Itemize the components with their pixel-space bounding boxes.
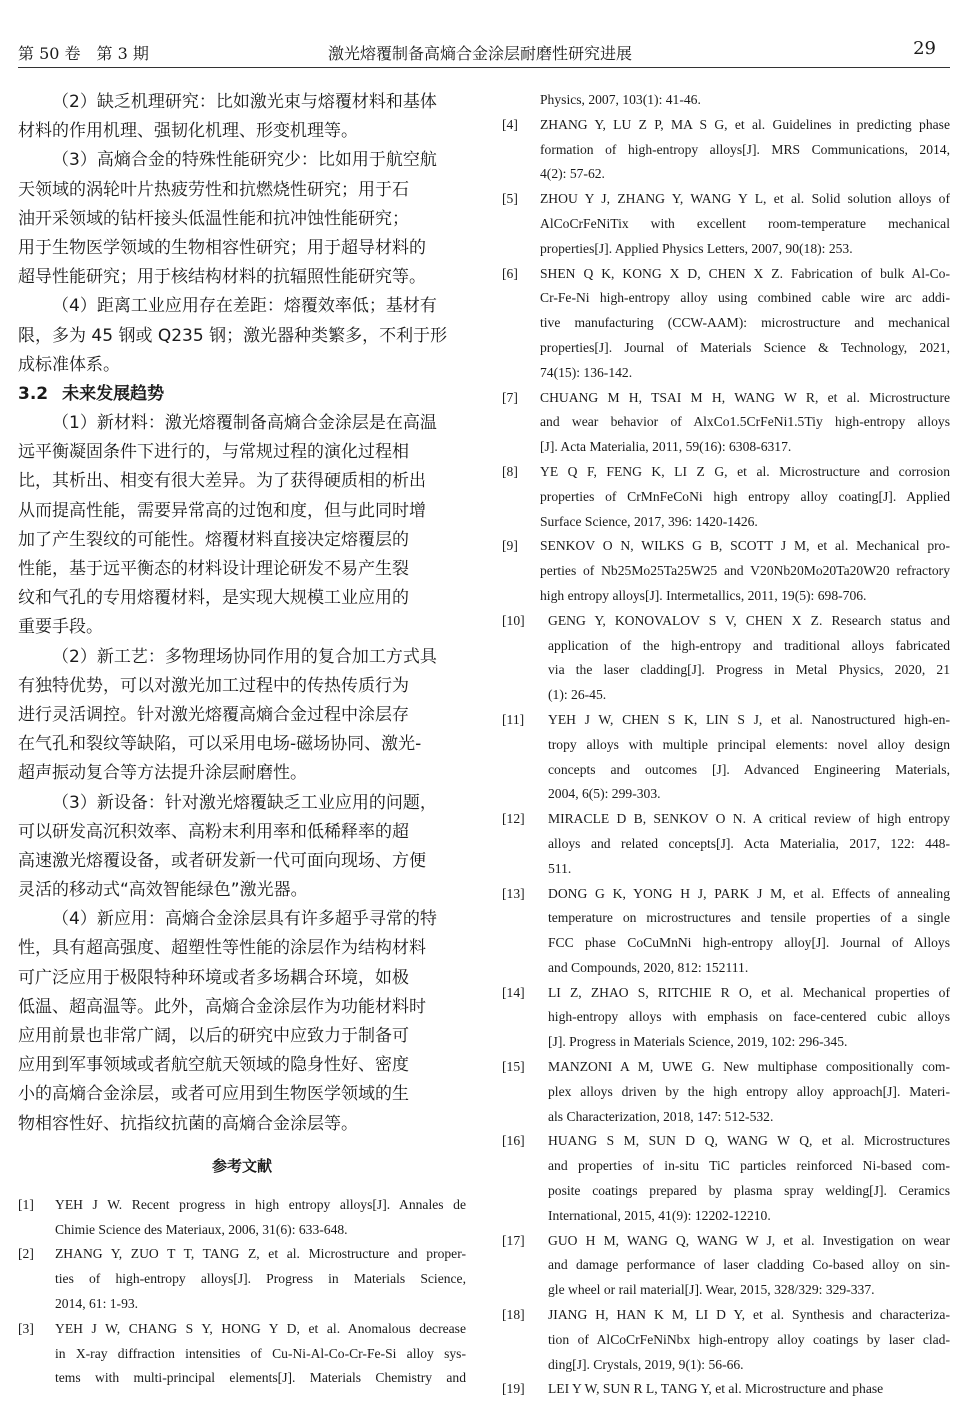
reference-line: [J]. Progress in Materials Science, 2019, 102: 296-345. — [548, 1034, 848, 1050]
reference-text — [540, 534, 950, 608]
paragraph-line: 超声振动复合等方法提升涂层耐磨性。 — [18, 763, 307, 784]
paragraph-line: 小的高熵合金涂层，或者可应用到生物医学领域的生 — [18, 1084, 409, 1105]
reference-line: YEH J W. Recent progress in high entropy alloys[J]. Annales de — [55, 1196, 466, 1212]
reference-entry — [18, 1193, 466, 1243]
paragraph-4 — [18, 292, 466, 380]
reference-number: [6] — [502, 265, 518, 281]
reference-number: [19] — [502, 1381, 525, 1397]
left-column — [18, 88, 466, 1391]
section-title: 未来发展趋势 — [62, 383, 165, 404]
paragraph-line: 重要手段。 — [18, 617, 103, 638]
paragraph-line: （2）缺乏机理研究：比如激光束与熔覆材料和基体 — [52, 92, 437, 112]
reference-line: concepts and outcomes [J]. Advanced Engineering Materials, — [548, 761, 950, 777]
reference-line: International, 2015, 41(9): 12202-12210. — [548, 1207, 771, 1223]
reference-text — [540, 460, 950, 534]
reference-line: tropy alloys with multiple principal elements: novel alloy design — [548, 736, 950, 752]
reference-text — [548, 1129, 950, 1228]
reference-line: [J]. Acta Materialia, 2011, 59(16): 6308-6317. — [540, 439, 792, 455]
reference-text — [548, 882, 950, 981]
paragraph-line: 用于生物医学领域的生物相容性研究；用于超导材料的 — [18, 237, 426, 258]
reference-number: [8] — [502, 463, 518, 479]
paragraph-line: 进行灵活调控。针对激光熔覆高熵合金过程中涂层存 — [18, 704, 409, 725]
reference-line: Cr-Fe-Ni high-entropy alloy using combined cable wire arc addi- — [540, 290, 950, 306]
reference-text — [548, 1229, 950, 1303]
reference-entry — [502, 1377, 950, 1402]
reference-number: [11] — [502, 711, 525, 727]
reference-number: [7] — [502, 389, 518, 405]
reference-line: 2014, 61: 1-93. — [55, 1295, 139, 1311]
reference-entry — [502, 609, 950, 708]
reference-line: MANZONI A M, UWE G. New multiphase compositionally com- — [548, 1059, 950, 1075]
reference-line: SHEN Q K, KONG X D, CHEN X Z. Fabrication of bulk Al-Co- — [540, 265, 950, 281]
paragraph-line: 加了产生裂纹的可能性。熔覆材料直接决定熔覆层的 — [18, 529, 409, 550]
reference-line: perties of Nb25Mo25Ta25W25 and V20Nb20Mo20Ta20W20 refractory — [540, 563, 950, 579]
reference-line: MIRACLE D B, SENKOV O N. A critical review of high entropy — [548, 811, 950, 827]
reference-line: LI Z, ZHAO S, RITCHIE R O, et al. Mechanical properties of — [548, 984, 950, 1000]
reference-line: and properties of in-situ TiC particles reinforced Ni-based com- — [548, 1158, 950, 1174]
reference-entry — [502, 1303, 950, 1377]
paragraph-line: 天领域的涡轮叶片热疲劳性和抗燃烧性研究；用于石 — [18, 179, 409, 200]
reference-line: DONG G K, YONG H J, PARK J M, et al. Effects of annealing — [548, 885, 950, 901]
reference-entry — [502, 807, 950, 881]
paragraph-3 — [18, 146, 466, 292]
reference-line: and damage performance of laser cladding Co-based alloy on sin- — [548, 1257, 950, 1273]
reference-entry — [502, 1129, 950, 1228]
reference-text — [548, 807, 950, 881]
running-title: 激光熔覆制备高熵合金涂层耐磨性研究进展 — [328, 44, 633, 63]
reference-number: [1] — [18, 1196, 34, 1212]
reference-entry — [502, 187, 950, 261]
reference-entry — [502, 88, 950, 113]
paragraph-line: 性能，基于远平衡态的材料设计理论研发不易产生裂 — [18, 559, 409, 579]
reference-line: GUO H M, WANG Q, WANG W J, et al. Investigation on wear — [548, 1232, 950, 1248]
trend-1-paragraph — [18, 409, 466, 643]
reference-line: plex alloys driven by the high entropy alloy approach[J]. Materi- — [548, 1083, 950, 1099]
reference-text — [548, 1377, 950, 1402]
reference-text — [548, 1303, 950, 1377]
reference-line: tive manufacturing (CCW-AAM): microstructure and mechanical — [540, 315, 950, 331]
reference-line: als Characterization, 2018, 147: 512-532. — [548, 1108, 774, 1124]
header-rule — [18, 67, 950, 68]
reference-number: [4] — [502, 116, 518, 132]
reference-text — [540, 88, 950, 113]
reference-line: Surface Science, 2017, 396: 1420-1426. — [540, 513, 758, 529]
reference-line: GENG Y, KONOVALOV S V, CHEN X Z. Research status and — [548, 612, 950, 628]
reference-number: [5] — [502, 191, 518, 207]
paragraph-line: 超导性能研究；用于核结构材料的抗辐照性能研究等。 — [18, 267, 426, 288]
reference-entry — [502, 262, 950, 386]
reference-line: ZHOU Y J, ZHANG Y, WANG Y L, et al. Solid solution alloys of — [540, 191, 950, 207]
paragraph-line: 比，其析出、相变有很大差异。为了获得硬质相的析出 — [18, 471, 426, 492]
reference-line: SENKOV O N, WILKS G B, SCOTT J M, et al. Mechanical pro- — [540, 538, 950, 554]
reference-line: and Compounds, 2020, 812: 152111. — [548, 959, 749, 975]
reference-line: high-entropy alloys with emphasis on face-centered cubic alloys — [548, 1009, 950, 1025]
reference-line: properties[J]. Journal of Materials Science & Technology, 2021, — [540, 339, 950, 355]
reference-line: ZHANG Y, ZUO T T, TANG Z, et al. Microstructure and proper- — [55, 1246, 466, 1262]
paragraph-line: 应用前景也非常广阔，以后的研究中应致力于制备可 — [18, 1026, 409, 1046]
reference-line: in X-ray diffraction intensities of Cu-Ni-Al-Co-Cr-Fe-Si alloy sys- — [55, 1345, 466, 1361]
reference-line: properties of CrMnFeCoNi high entropy alloy coating[J]. Applied — [540, 488, 950, 504]
reference-number: [3] — [18, 1320, 34, 1336]
reference-number: [17] — [502, 1232, 525, 1248]
paragraph-line: （3）新设备：针对激光熔覆缺乏工业应用的问题， — [52, 792, 437, 813]
section-heading — [18, 380, 466, 409]
reference-line: high entropy alloys[J]. Intermetallics, 2011, 19(5): 698-706. — [540, 587, 867, 603]
reference-text — [540, 386, 950, 460]
paragraph-line: 灵活的移动式“高效智能绿色”激光器。 — [18, 880, 308, 901]
reference-line: YEH J W, CHANG S Y, HONG Y D, et al. Anomalous decrease — [55, 1320, 466, 1336]
reference-text — [548, 609, 950, 708]
reference-line: Chimie Science des Materiaux, 2006, 31(6): 633-648. — [55, 1221, 348, 1237]
reference-number: [18] — [502, 1307, 525, 1323]
paragraph-line: 低温、超高温等。此外，高熵合金涂层作为功能材料时 — [18, 996, 426, 1017]
reference-text — [548, 1055, 950, 1129]
reference-line: temperature on microstructures and tensile properties of a single — [548, 910, 950, 926]
paragraph-line: 材料的作用机理、强韧化机理、形变机理等。 — [18, 121, 358, 142]
reference-line: tems with multi-principal elements[J]. Materials Chemistry and — [55, 1370, 466, 1386]
trend-4-paragraph — [18, 905, 466, 1139]
reference-line: 4(2): 57-62. — [540, 166, 605, 182]
reference-line: ding[J]. Crystals, 2019, 9(1): 56-66. — [548, 1356, 744, 1372]
reference-line: 74(15): 136-142. — [540, 364, 633, 380]
reference-line: via the laser cladding[J]. Progress in Metal Physics, 2020, 21 — [548, 662, 950, 678]
paragraph-line: 在气孔和裂纹等缺陷，可以采用电场-磁场协同、激光- — [18, 734, 422, 755]
reference-entry — [502, 386, 950, 460]
right-column — [502, 88, 950, 1402]
reference-number: [9] — [502, 538, 518, 554]
reference-entry — [18, 1242, 466, 1316]
reference-text — [548, 708, 950, 807]
reference-number: [10] — [502, 612, 525, 628]
volume-issue: 第 50 卷 第 3 期 — [18, 44, 149, 63]
reference-line: Physics, 2007, 103(1): 41-46. — [540, 92, 701, 107]
paragraph-line: 应用到军事领域或者航空航天领域的隐身性好、密度 — [18, 1055, 409, 1076]
reference-line: gle wheel or rail material[J]. Wear, 2015, 328/329: 329-337. — [548, 1282, 875, 1298]
reference-line: tion of AlCoCrFeNiNbx high-entropy alloy coatings by laser clad- — [548, 1331, 950, 1347]
reference-number: [13] — [502, 885, 525, 901]
reference-text — [55, 1317, 466, 1391]
paragraph-line: （1）新材料：激光熔覆制备高熵合金涂层是在高温 — [52, 413, 437, 434]
reference-entry — [502, 534, 950, 608]
reference-line: and wear behavior of AlxCo1.5CrFeNi1.5Tiy high-entropy alloys — [540, 414, 950, 430]
reference-number: [12] — [502, 811, 525, 827]
paragraph-line: 纹和气孔的专用熔覆材料，是实现大规模工业应用的 — [18, 588, 409, 609]
reference-line: 511. — [548, 860, 572, 876]
references-list-left — [18, 1193, 466, 1391]
paragraph-line: 从而提高性能，需要异常高的过饱和度，但与此同时增 — [18, 500, 426, 521]
references-heading: 参考文献 — [211, 1156, 272, 1175]
trend-3-paragraph — [18, 789, 466, 906]
reference-number: [14] — [502, 984, 525, 1000]
reference-line: CHUANG M H, TSAI M H, WANG W R, et al. Microstructure — [540, 389, 950, 405]
paragraph-line: 高速激光熔覆设备，或者研发新一代可面向现场、方便 — [18, 850, 426, 871]
paragraph-line: （4）新应用：高熵合金涂层具有许多超乎寻常的特 — [52, 909, 437, 930]
reference-number: [2] — [18, 1246, 34, 1262]
paragraph-line: 远平衡凝固条件下进行的，与常规过程的演化过程相 — [18, 442, 409, 463]
paragraph-line: （3）高熵合金的特殊性能研究少：比如用于航空航 — [52, 150, 437, 171]
reference-text — [540, 262, 950, 386]
reference-entry — [502, 882, 950, 981]
paragraph-2 — [18, 88, 466, 146]
paragraph-line: 有独特优势，可以对激光加工过程中的传热传质行为 — [18, 675, 409, 696]
reference-entry — [502, 460, 950, 534]
reference-line: LEI Y W, SUN R L, TANG Y, et al. Microstructure and phase — [548, 1381, 884, 1397]
reference-text — [540, 187, 950, 261]
paragraph-line: 油开采领域的钻杆接头低温性能和抗冲蚀性能研究； — [18, 208, 409, 229]
trend-2-paragraph — [18, 643, 466, 789]
paragraph-line: 可广泛应用于极限特种环境或者多场耦合环境，如极 — [18, 967, 409, 988]
reference-text — [548, 981, 950, 1055]
reference-entry — [502, 1055, 950, 1129]
reference-entry — [502, 981, 950, 1055]
paragraph-line: 性，具有超高强度、超塑性等性能的涂层作为结构材料 — [18, 938, 426, 959]
reference-line: application of the high-entropy and traditional alloys fabricated — [548, 637, 950, 653]
paragraph-line: 限，多为 45 钢或 Q235 钢；激光器种类繁多，不利于形 — [18, 325, 448, 346]
reference-entry — [502, 113, 950, 187]
reference-entry — [502, 1229, 950, 1303]
reference-line: YEH J W, CHEN S K, LIN S J, et al. Nanostructured high-en- — [548, 711, 950, 727]
paragraph-line: 可以研发高沉积效率、高粉末利用率和低稀释率的超 — [18, 821, 409, 842]
paragraph-line: （2）新工艺：多物理场协同作用的复合加工方式具 — [52, 646, 437, 667]
reference-line: JIANG H, HAN K M, LI D Y, et al. Synthesis and characteriza- — [548, 1307, 950, 1323]
reference-line: HUANG S M, SUN D Q, WANG W Q, et al. Microstructures — [548, 1133, 950, 1149]
reference-line: properties[J]. Applied Physics Letters, 2007, 90(18): 253. — [540, 240, 853, 256]
reference-line: (1): 26-45. — [548, 687, 607, 703]
reference-line: formation of high-entropy alloys[J]. MRS Communications, 2014, — [540, 141, 950, 157]
running-header — [18, 36, 950, 66]
reference-number: [15] — [502, 1059, 525, 1075]
reference-line: FCC phase CoCuMnNi high-entropy alloy[J]. Journal of Alloys — [548, 935, 950, 951]
reference-line: posite coatings prepared by plasma spray welding[J]. Ceramics — [548, 1183, 950, 1199]
reference-text — [55, 1193, 466, 1243]
paragraph-line: 物相容性好、抗指纹抗菌的高熵合金涂层等。 — [18, 1113, 358, 1134]
reference-entry — [502, 708, 950, 807]
reference-entry — [18, 1317, 466, 1391]
reference-line: AlCoCrFeNiTix with excellent room-temperature mechanical — [540, 215, 950, 231]
reference-line: ZHANG Y, LU Z P, MA S G, et al. Guidelines in predicting phase — [540, 116, 950, 132]
paragraph-line: 成标准体系。 — [18, 354, 120, 375]
reference-line: YE Q F, FENG K, LI Z G, et al. Microstructure and corrosion — [540, 463, 950, 479]
reference-text — [540, 113, 950, 187]
page-number: 29 — [913, 38, 936, 59]
reference-line: alloys and related concepts[J]. Acta Materialia, 2017, 122: 448- — [548, 835, 950, 851]
reference-line: ties of high-entropy alloys[J]. Progress in Materials Science, — [55, 1271, 466, 1287]
paragraph-line: （4）距离工业应用存在差距：熔覆效率低；基材有 — [52, 296, 437, 317]
reference-line: 2004, 6(5): 299-303. — [548, 786, 661, 802]
section-number: 3.2 — [18, 383, 49, 404]
reference-text — [55, 1242, 466, 1316]
reference-number: [16] — [502, 1133, 525, 1149]
